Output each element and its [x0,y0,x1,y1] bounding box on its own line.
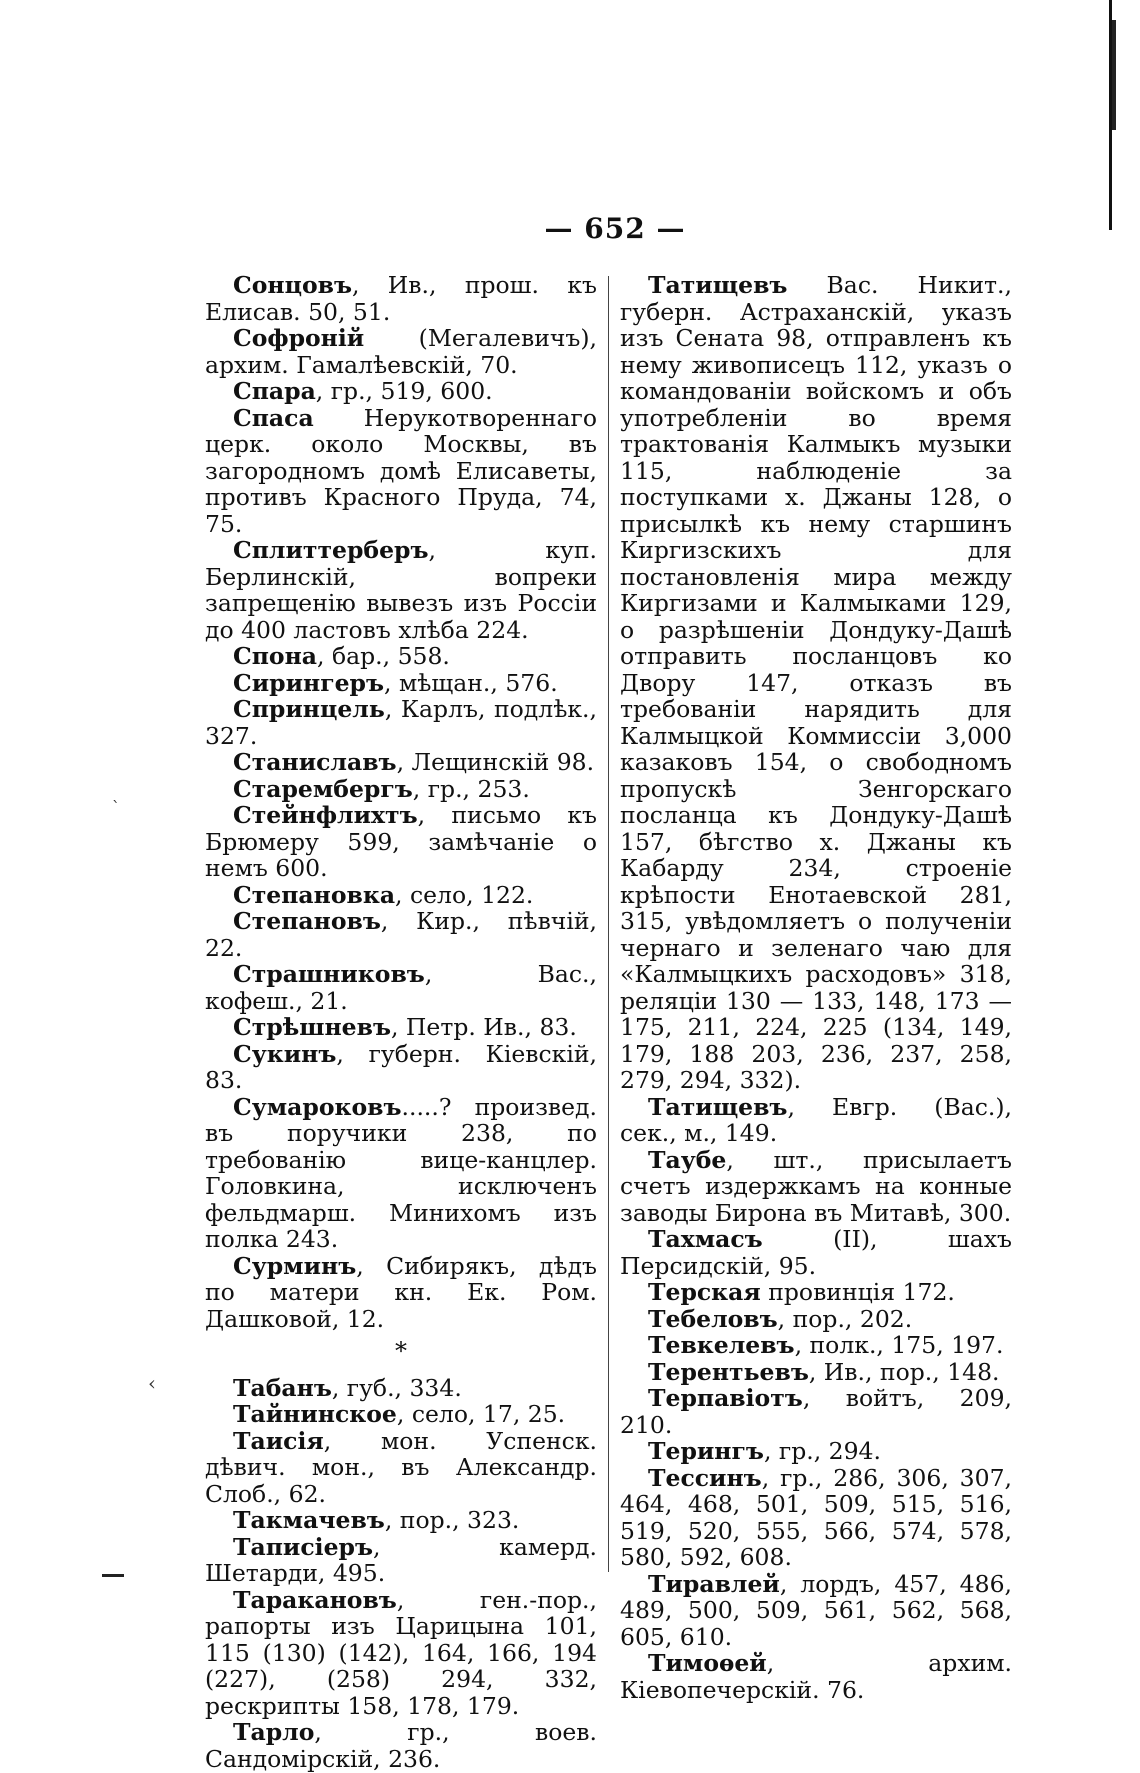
margin-mark: ˋ [112,798,120,817]
index-entry [205,325,597,378]
entry-headword: Тевкелевъ [648,1331,795,1359]
entry-text: , село, 17, 25. [396,1400,566,1428]
entry-text: , мѣщан., 576. [384,668,558,697]
entry-text: , пор., 202. [777,1304,913,1333]
entry-headword: Татищевъ [648,271,788,299]
entry-headword: Сонцовъ [233,271,352,299]
index-entry [620,1226,1012,1279]
index-entry [205,670,597,697]
entry-text: Вас. Никит., губерн. Астраханскій, указъ изъ Сената 98, отправленъ къ нему живописецъ 112, указъ о командованіи войскомъ и объ употребленіи во время трактованія Калмыкъ музыки 115, наблюденіе за поступками х. Джаны 128, о присылкѣ къ нему старшинъ Киргизскихъ для постановленія мира между Киргизами и Калмыками 129, о разрѣшеніи Дондуку-Дашѣ отправить посланцовъ ко Двору 147, отказъ въ требованіи нарядить для Калмыцкой Коммиссіи 3,000 казаковъ 154, о свободномъ пропускѣ Зенгорскаго посланца къ Дондуку-Дашѣ 157, бѣгство х. Джаны къ Кабарду 234, строеніе крѣпости Енотаевской 281, 315, увѣдомляетъ о полученіи чернаго и зеленаго чаю для «Калмыцкихъ расходовъ» 318, реляціи 130 — 133, 148, 173 — 175, 211, 224, 225 (134, 149, 179, 188 203, 236, 237, 258, 279, 294, 332). [620,271,1012,1094]
entry-text: , гр., воев. Сандомірскій, 236. [205,1718,597,1773]
entry-text: , гр., 294. [763,1437,881,1465]
entry-headword: Спара [233,377,316,405]
entry-text: , Сибирякъ, дѣдъ по матери кн. Ек. Ром. Дашковой, 12. [205,1251,597,1333]
entry-headword: Сирингеръ [233,668,385,697]
index-entry [205,643,597,670]
entry-headword: Степановъ [233,907,381,935]
entry-text: , бар., 558. [317,642,450,670]
index-entry [205,749,597,776]
entry-text: , мон. Успенск. дѣвич. мон., въ Александр. Слоб., 62. [205,1426,597,1508]
entry-headword: Тахмасъ [648,1225,763,1253]
entry-text: , Евгр. (Вас.), сек., м., 149. [620,1092,1012,1147]
entry-text: , шт., присылаетъ счетъ издержкамъ на конные заводы Бирона въ Митавѣ, 300. [620,1145,1012,1227]
index-entry [205,961,597,1014]
entry-headword: Такмачевъ [233,1506,385,1534]
index-entry [205,1375,597,1402]
entry-text: , Карлъ, подлѣк., 327. [205,695,597,750]
entry-headword: Стрѣшневъ [233,1013,391,1041]
entry-text: , лордъ, 457, 486, 489, 500, 509, 561, 562, 568, 605, 610. [620,1569,1012,1651]
index-entry [620,1385,1012,1438]
index-entry [205,882,597,909]
entry-text: (II), шахъ Персидскій, 95. [620,1225,1012,1280]
entry-headword: Терпавіотъ [648,1384,803,1412]
entry-text: , губ., 334. [331,1373,462,1402]
entry-headword: Терентьевъ [648,1357,809,1386]
entry-text: провинція 172. [760,1278,955,1306]
index-entry [620,1359,1012,1386]
index-entry [205,1401,597,1428]
entry-text: , войтъ, 209, 210. [620,1384,1012,1439]
margin-mark-arrow: ‹ [148,1371,156,1395]
entry-text: , письмо къ Брюмеру 599, замѣчаніе о немъ 600. [205,801,597,882]
entry-text: , село, 122. [395,880,534,909]
entry-headword: Тессинъ [648,1463,762,1492]
entry-text: , ген.-пор., рапорты изъ Царицына 101, 115 (130) (142), 164, 166, 194 (227), (258) 294, 332, рескрипты 158, 178, 179. [205,1585,597,1720]
entry-text: , гр., 286, 306, 307, 464, 468, 501, 509, 515, 516, 519, 520, 555, 566, 574, 578, 580, 592, 608. [620,1463,1012,1571]
index-entry [205,537,597,643]
index-entry [620,1650,1012,1703]
entry-text: , полк., 175, 197. [794,1331,1004,1359]
index-entry [205,1041,597,1094]
entry-text: , архим. Кіевопечерскій. 76. [620,1649,1012,1704]
index-entry [620,1438,1012,1465]
entry-text: , Ив., прош. къ Елисав. 50, 51. [205,271,597,326]
entry-headword: Сукинъ [233,1039,337,1068]
entry-text: , Петр. Ив., 83. [390,1013,577,1041]
index-entry [205,908,597,961]
entry-headword: Спринцель [233,695,385,723]
index-entry [205,405,597,538]
index-entry [205,378,597,405]
page-number: — 652 — [544,212,686,245]
scan-edge-line-thick [1112,20,1116,130]
index-entry [205,1587,597,1720]
entry-headword: Таракановъ [233,1585,397,1614]
index-entry [205,1253,597,1333]
index-entry [205,272,597,325]
entry-headword: Старембергъ [233,774,413,803]
index-entry [620,272,1012,1094]
entry-headword: Таписіеръ [233,1532,373,1561]
entry-headword: Страшниковъ [233,960,425,988]
entry-headword: Стейнфлихтъ [233,801,418,829]
entry-text: .....? произвед. въ поручики 238, по требованію вице-канцлер. Головкина, исключенъ фельдмарш. Минихомъ изъ полка 243. [205,1092,597,1253]
index-entry [620,1465,1012,1571]
right-column [620,272,1012,1703]
index-entry [205,696,597,749]
entry-headword: Софроній [233,324,365,352]
entry-text: , Вас., кофеш., 21. [205,960,597,1015]
entry-text: , Ив., пор., 148. [808,1357,1000,1386]
margin-dash [102,1574,124,1577]
entry-headword: Спаса [233,403,314,432]
index-entry [205,1428,597,1508]
entry-headword: Станиславъ [233,748,397,776]
entry-headword: Спона [233,642,318,670]
entry-text: , пор., 323. [384,1506,520,1534]
entry-headword: Тиравлей [648,1569,780,1598]
entry-headword: Сплиттерберъ [233,536,429,564]
index-entry [205,1014,597,1041]
entry-text: , гр., 253. [412,774,530,803]
index-entry [205,1534,597,1587]
entry-headword: Терская [648,1278,761,1306]
index-entry [620,1147,1012,1227]
index-entry [620,1306,1012,1333]
index-entry [620,1571,1012,1651]
entry-headword: Таисія [233,1426,324,1455]
index-entry [205,802,597,882]
left-column [205,272,597,1772]
entry-text: (Мегалевичъ), архим. Гамалѣевскій, 70. [205,324,597,379]
entry-text: , гр., 519, 600. [315,377,493,405]
entry-headword: Тайнинское [233,1400,397,1428]
index-entry [205,1719,597,1772]
entry-headword: Татищевъ [648,1092,788,1121]
index-entry [205,1507,597,1534]
entry-headword: Сурминъ [233,1251,357,1280]
entry-headword: Степановка [233,880,396,909]
section-separator: * [395,1337,407,1365]
entry-headword: Табанъ [233,1373,332,1402]
index-entry [620,1332,1012,1359]
entry-headword: Сумароковъ [233,1092,402,1121]
entry-headword: Тарло [233,1718,315,1746]
entry-text: , губерн. Кіевскій, 83. [205,1039,597,1094]
entry-headword: Терингъ [648,1437,764,1465]
entry-text: , Кир., пѣвчій, 22. [205,907,597,962]
entry-text: Нерукотвореннаго церк. около Москвы, въ загородномъ домѣ Елисаветы, противъ Красного Пруда, 74, 75. [205,403,597,538]
entry-headword: Таубе [648,1145,727,1174]
entry-text: , Лещинскій 98. [396,748,595,776]
entry-text: , камерд. Шетарди, 495. [205,1532,597,1587]
index-entry [205,776,597,803]
column-divider [608,276,609,1572]
index-entry [620,1279,1012,1306]
entry-text: , куп. Берлинскій, вопреки запрещенію вывезъ изъ Россіи до 400 ластовъ хлѣба 224. [205,536,597,644]
entry-headword: Тимоѳей [648,1649,767,1677]
entry-headword: Тебеловъ [648,1304,778,1333]
index-entry [205,1094,597,1253]
index-entry [620,1094,1012,1147]
